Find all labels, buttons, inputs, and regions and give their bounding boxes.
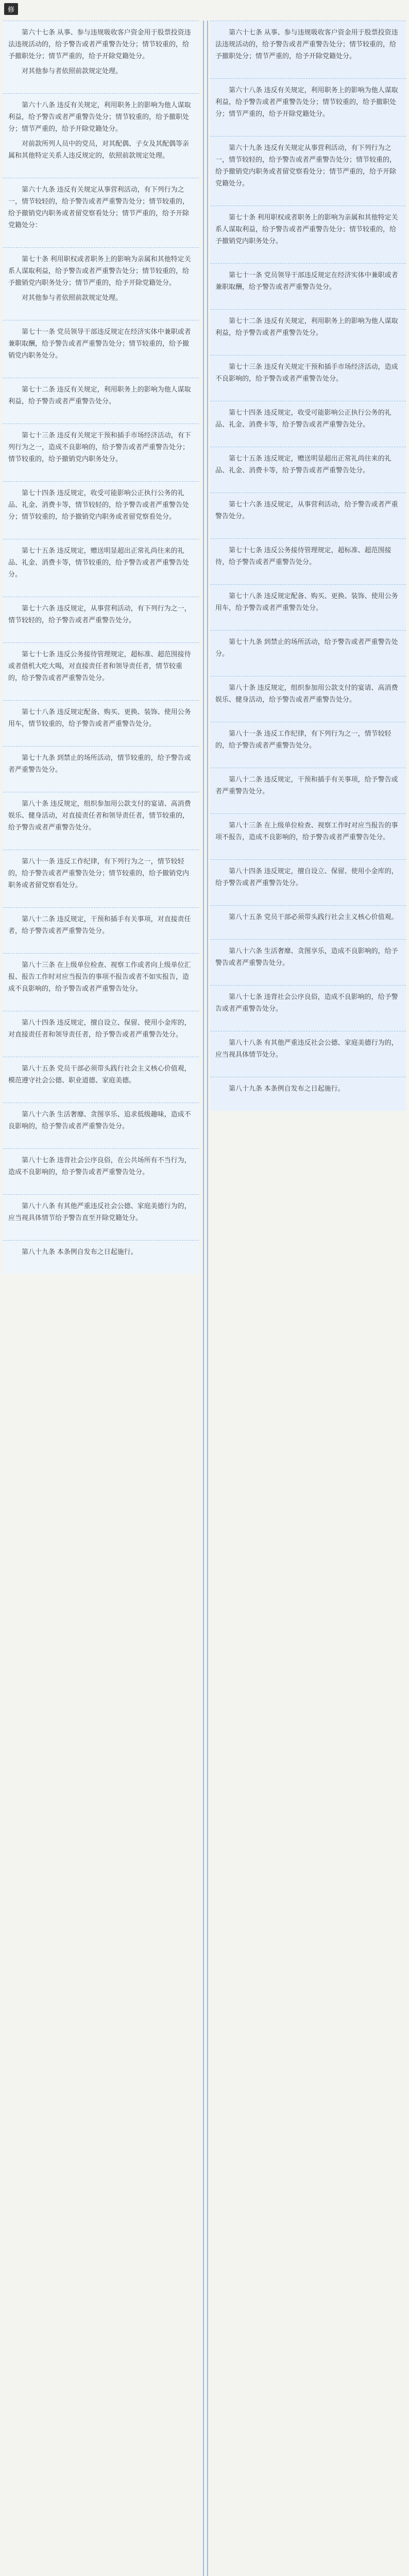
article-paragraph: 第七十六条 违反规定，从事营利活动，有下列行为之一，情节较轻的，给予警告或者严重警告处分。	[8, 604, 191, 624]
article-paragraph: 第八十九条 本条例自发布之日起施行。	[22, 1248, 138, 1256]
article-block	[3, 907, 199, 953]
article-block	[3, 746, 199, 792]
article-paragraph: 第八十二条 违反规定，干预和插手有关事项，给予警告或者严重警告处分。	[215, 775, 398, 795]
article-block	[210, 722, 406, 768]
article-paragraph: 第七十七条 违反公务接待管理规定，超标准、超范围接待，给予警告或者严重警告处分。	[215, 546, 391, 566]
article-block	[210, 136, 406, 206]
article-paragraph: 第七十五条 违反规定，赠送明显超出正常礼尚往来的礼品、礼金、消费卡等，情节较重的，给予警告或者严重警告处分。	[8, 547, 190, 578]
article-paragraph: 第八十四条 违反规定，擅自设立、保留、使用小金库的，给予警告或者严重警告处分。	[215, 867, 398, 887]
article-paragraph: 第六十八条 违反有关规定，利用职务上的影响为他人谋取利益，给予警告或者严重警告处分；情节较重的，给予撤职处分；情节严重的，给予开除党籍处分。	[8, 101, 191, 132]
article-block	[210, 939, 406, 985]
article-block	[210, 676, 406, 722]
article-paragraph: 第八十一条 违反工作纪律，有下列行为之一，情节较轻的，给予警告或者严重警告处分；情节较重的，给予撤销党内职务或者留党察看处分。	[8, 857, 190, 889]
article-block	[210, 309, 406, 355]
article-paragraph: 第八十九条 本条例自发布之日起施行。	[229, 1084, 345, 1092]
article-paragraph: 第六十七条 从事、参与违规吸收客户资金用于股票投资违法违规活动的，给予警告或者严重警告处分；情节较重的，给予撤职处分；情节严重的，给予开除党籍处分。	[215, 28, 398, 60]
article-paragraph: 第七十四条 违反规定，收受可能影响公正执行公务的礼品、礼金、消费卡等，情节较轻的，给予警告或者严重警告处分；情节较重的，给予撤销党内职务或者留党察看处分。	[8, 489, 190, 520]
article-block	[3, 247, 199, 320]
article-block	[210, 768, 406, 814]
article-block	[3, 21, 199, 93]
article-block	[3, 700, 199, 746]
article-block	[3, 1057, 199, 1103]
article-paragraph: 第六十七条 从事、参与违规吸收客户资金用于股票投资违法违规活动的，给予警告或者严重警告处分；情节较重的，给予撤职处分；情节严重的，给予开除党籍处分。	[8, 28, 191, 60]
right-column	[210, 21, 406, 2576]
article-paragraph: 对前款所列人员中的党员，对其配偶、子女及其配偶等亲属和其他特定关系人违反规定的，依照前款规定处理。	[8, 140, 190, 159]
article-block	[3, 642, 199, 700]
article-block	[210, 538, 406, 584]
article-block	[3, 320, 199, 378]
article-paragraph: 第七十八条 违反规定配备、购买、更换、装饰、使用公务用车，情节较重的，给予警告或者严重警告处分。	[8, 708, 191, 727]
article-paragraph: 第七十条 利用职权或者职务上的影响为亲属和其他特定关系人谋取利益，给予警告或者严重警告处分；情节较重的，给予撤销党内职务处分；情节严重的，给予开除党籍处分。	[8, 255, 191, 286]
article-paragraph: 第七十七条 违反公务接待管理规定，超标准、超范围接待或者借机大吃大喝，对直接责任者和领导责任者，情节较重的，给予警告或者严重警告处分。	[8, 650, 191, 682]
article-paragraph: 第八十四条 违反规定，擅自设立、保留、使用小金库的，对直接责任者和领导责任者，给予警告或者严重警告处分。	[8, 1019, 191, 1038]
article-block	[210, 905, 406, 939]
article-paragraph: 第八十条 违反规定，组织参加用公款支付的宴请、高消费娱乐、健身活动，对直接责任者和领导责任者，情节较重的，给予警告或者严重警告处分。	[8, 800, 191, 831]
article-paragraph: 第七十一条 党员领导干部违反规定在经济实体中兼职或者兼职取酬，给予警告或者严重警告处分；情节较重的，给予撤销党内职务处分。	[8, 328, 191, 359]
article-block	[3, 423, 199, 481]
article-block	[210, 985, 406, 1031]
article-block	[3, 93, 199, 178]
article-block	[210, 1077, 406, 1111]
left-column	[3, 21, 199, 2576]
article-block	[210, 355, 406, 401]
article-block	[210, 21, 406, 78]
article-block	[210, 263, 406, 309]
article-paragraph: 第八十八条 有其他严重违反社会公德、家庭美德行为的，应当视具体情节处分。	[215, 1039, 398, 1058]
article-paragraph: 第六十八条 违反有关规定，利用职务上的影响为他人谋取利益，给予警告或者严重警告处分；情节较重的，给予撤职处分；情节严重的，给予开除党籍处分。	[215, 86, 398, 117]
article-paragraph: 第八十七条 违背社会公序良俗，造成不良影响的，给予警告或者严重警告处分。	[215, 993, 398, 1012]
article-block	[210, 814, 406, 859]
article-paragraph: 第七十二条 违反有关规定，利用职务上的影响为他人谋取利益，给予警告或者严重警告处分。	[8, 385, 191, 405]
article-paragraph: 第八十七条 违背社会公序良俗，在公共场所有不当行为，造成不良影响的，给予警告或者严重警告处分。	[8, 1156, 191, 1176]
article-block	[210, 493, 406, 538]
article-paragraph: 第八十三条 在上级单位检查、视察工作或者向上级单位汇报、报告工作时对应当报告的事项不报告或者不如实报告，造成不良影响的，给予警告或者严重警告处分。	[8, 961, 191, 992]
article-block	[3, 1011, 199, 1057]
article-paragraph: 第八十一条 违反工作纪律，有下列行为之一，情节较轻的，给予警告或者严重警告处分。	[215, 730, 391, 749]
article-paragraph: 第六十九条 违反有关规定从事营利活动，有下列行为之一，情节较轻的，给予警告或者严重警告处分；情节较重的，给予撤销党内职务或者留党察看处分；情节严重的，给予开除党籍处分。	[215, 144, 397, 187]
article-paragraph: 第八十六条 生活奢靡、贪图享乐、追求低级趣味，造成不良影响的，给予警告或者严重警告处分。	[8, 1110, 191, 1130]
article-paragraph: 第七十九条 到禁止的场所活动，情节较重的，给予警告或者严重警告处分。	[8, 754, 191, 773]
article-block	[3, 1240, 199, 1274]
article-block	[3, 178, 199, 247]
article-paragraph: 第八十八条 有其他严重违反社会公德、家庭美德行为的，应当视具体情节给予警告直至开除党籍处分。	[8, 1202, 191, 1222]
article-block	[3, 597, 199, 642]
article-block	[210, 78, 406, 136]
article-block	[3, 1194, 199, 1240]
corner-tag: 修	[4, 3, 18, 15]
article-block	[210, 401, 406, 447]
article-paragraph: 第七十条 利用职权或者职务上的影响为亲属和其他特定关系人谋取利益，给予警告或者严重警告处分；情节较重的，给予撤销党内职务处分。	[215, 213, 398, 245]
article-paragraph: 对其他参与者依照前款规定处理。	[22, 294, 123, 301]
article-paragraph: 第七十一条 党员领导干部违反规定在经济实体中兼职或者兼职取酬，给予警告或者严重警告处分。	[215, 271, 398, 291]
article-paragraph: 对其他参与者依照前款规定处理。	[22, 67, 123, 75]
article-paragraph: 第八十二条 违反规定，干预和插手有关事项，对直接责任者，给予警告或者严重警告处分。	[8, 915, 191, 935]
article-paragraph: 第七十二条 违反有关规定，利用职务上的影响为他人谋取利益，给予警告或者严重警告处分。	[215, 317, 398, 336]
article-paragraph: 第八十三条 在上级单位检查、视察工作时对应当报告的事项不报告，造成不良影响的，给予警告或者严重警告处分。	[215, 821, 398, 841]
article-paragraph: 第八十六条 生活奢靡、贪图享乐，造成不良影响的，给予警告或者严重警告处分。	[215, 947, 398, 967]
article-block	[210, 1031, 406, 1077]
article-paragraph: 第七十五条 违反规定，赠送明显超出正常礼尚往来的礼品、礼金、消费卡等，给予警告或者严重警告处分。	[215, 454, 391, 474]
article-block	[210, 584, 406, 630]
article-block	[210, 859, 406, 905]
article-paragraph: 第七十四条 违反规定，收受可能影响公正执行公务的礼品、礼金、消费卡等，给予警告或者严重警告处分。	[215, 409, 391, 428]
article-paragraph: 第七十八条 违反规定配备、购买、更换、装饰、使用公务用车，给予警告或者严重警告处分。	[215, 592, 398, 612]
article-paragraph: 第七十九条 到禁止的场所活动，给予警告或者严重警告处分。	[215, 638, 398, 657]
article-paragraph: 第六十九条 违反有关规定从事营利活动，有下列行为之一，情节较轻的，给予警告或者严重警告处分；情节较重的，给予撤销党内职务或者留党察看处分；情节严重的，给予开除党籍处分：	[8, 185, 190, 229]
article-paragraph: 第七十六条 违反规定，从事营利活动，给予警告或者严重警告处分。	[215, 500, 398, 520]
article-paragraph: 第八十五条 党员干部必须带头践行社会主义核心价值观。	[229, 913, 398, 921]
article-paragraph: 第七十三条 违反有关规定干预和插手市场经济活动，造成不良影响的，给予警告或者严重警告处分。	[215, 363, 398, 382]
article-paragraph: 第八十条 违反规定，组织参加用公款支付的宴请、高消费娱乐、健身活动，给予警告或者严重警告处分。	[215, 684, 398, 703]
article-block	[3, 539, 199, 597]
divider-left	[203, 21, 204, 2576]
article-block	[3, 850, 199, 907]
article-block	[3, 792, 199, 850]
article-block	[3, 378, 199, 423]
article-paragraph: 第八十五条 党员干部必须带头践行社会主义核心价值观，模范遵守社会公德、职业道德、家庭美德。	[8, 1064, 191, 1084]
article-block	[3, 953, 199, 1011]
article-block	[3, 1148, 199, 1194]
article-block	[210, 630, 406, 676]
article-paragraph: 第七十三条 违反有关规定干预和插手市场经济活动，有下列行为之一，造成不良影响的，给予警告或者严重警告处分；情节较重的，给予撤销党内职务处分。	[8, 431, 191, 463]
article-block	[3, 1103, 199, 1148]
article-block	[210, 206, 406, 263]
article-block	[3, 481, 199, 539]
divider-right	[207, 21, 208, 2576]
article-block	[210, 447, 406, 493]
